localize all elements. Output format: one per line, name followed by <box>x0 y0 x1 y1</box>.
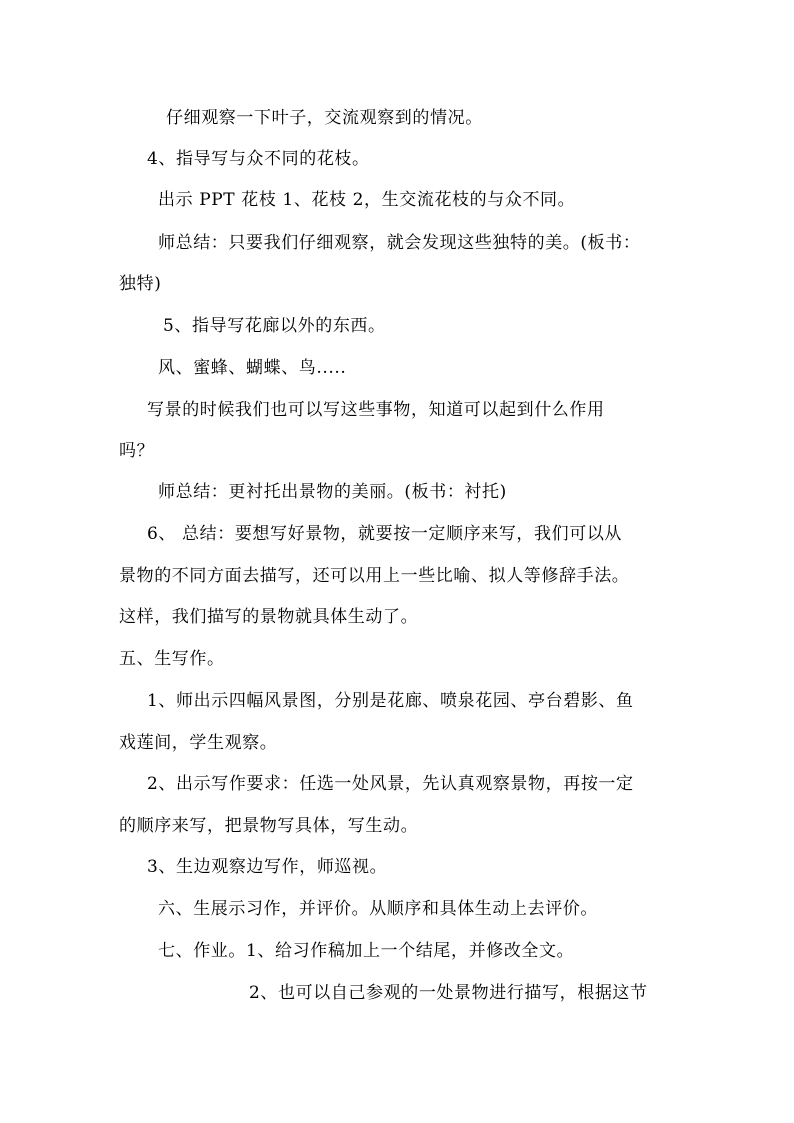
text-line: 的顺序来写，把景物写具体，写生动。 <box>119 816 419 836</box>
text-line: 五、生写作。 <box>119 649 225 669</box>
text-line: 仔细观察一下叶子，交流观察到的情况。 <box>166 108 483 128</box>
text-line: 出示 PPT 花枝 1、花枝 2，生交流花枝的与众不同。 <box>158 190 576 210</box>
text-line: 戏莲间，学生观察。 <box>119 733 278 753</box>
text-line: 师总结：更衬托出景物的美丽。(板书：衬托) <box>158 482 507 502</box>
text-line: 2、出示写作要求：任选一处风景，先认真观察景物，再按一定 <box>147 774 634 794</box>
text-line: 风、蜜蜂、蝴蝶、鸟..... <box>158 358 347 378</box>
text-line: 6、 总结：要想写好景物，就要按一定顺序来写，我们可以从 <box>147 524 623 544</box>
text-line: 这样，我们描写的景物就具体生动了。 <box>119 607 419 627</box>
text-line: 写景的时候我们也可以写这些事物，知道可以起到什么作用 <box>147 400 605 420</box>
text-line: 七、作业。1、给习作稿加上一个结尾，并修改全文。 <box>158 941 575 961</box>
text-line: 景物的不同方面去描写，还可以用上一些比喻、拟人等修辞手法。 <box>119 566 630 586</box>
text-line: 六、生展示习作，并评价。从顺序和具体生动上去评价。 <box>158 899 598 919</box>
text-line: 师总结：只要我们仔细观察，就会发现这些独特的美。(板书： <box>158 233 641 253</box>
text-line: 1、师出示四幅风景图，分别是花廊、喷泉花园、亭台碧影、鱼 <box>147 691 634 711</box>
text-line: 5、指导写花廊以外的东西。 <box>163 316 386 336</box>
text-line: 吗？ <box>119 441 155 461</box>
text-line: 3、生边观察边写作，师巡视。 <box>147 857 388 877</box>
text-line: 2、也可以自己参观的一处景物进行描写，根据这节 <box>249 983 648 1003</box>
text-line: 4、指导写与众不同的花枝。 <box>147 149 370 169</box>
text-line: 独特) <box>119 274 162 294</box>
